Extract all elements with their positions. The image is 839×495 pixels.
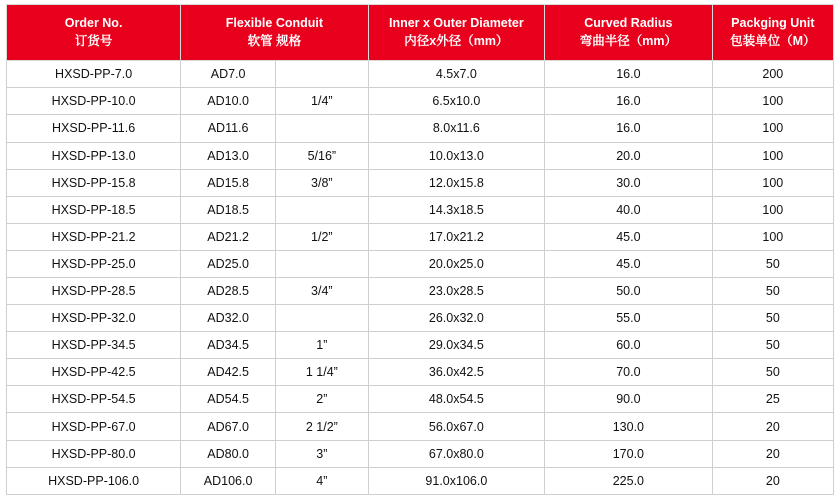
table-cell: AD80.0: [181, 440, 276, 467]
table-cell: HXSD-PP-13.0: [7, 142, 181, 169]
table-cell: 55.0: [545, 305, 713, 332]
table-cell: HXSD-PP-15.8: [7, 169, 181, 196]
table-cell: 90.0: [545, 386, 713, 413]
table-cell: 50: [712, 332, 833, 359]
table-row: [7, 386, 834, 413]
table-cell: [276, 61, 369, 88]
header-cell-curved-radius: [545, 5, 713, 61]
table-cell: AD18.5: [181, 196, 276, 223]
table-cell: 1”: [276, 332, 369, 359]
table-cell: AD32.0: [181, 305, 276, 332]
header-label-en: Flexible Conduit: [225, 16, 324, 30]
table-cell: AD54.5: [181, 386, 276, 413]
table-cell: 20: [712, 467, 833, 494]
table-cell: 3”: [276, 440, 369, 467]
table-cell: 8.0x11.6: [368, 115, 544, 142]
table-cell: 170.0: [545, 440, 713, 467]
table-row: [7, 359, 834, 386]
header-cell-inner-outer-diameter: [368, 5, 544, 61]
table-row: [7, 278, 834, 305]
table-cell: 1/2”: [276, 223, 369, 250]
table-cell: HXSD-PP-10.0: [7, 88, 181, 115]
table-cell: 45.0: [545, 250, 713, 277]
table-row: [7, 61, 834, 88]
table-cell: 130.0: [545, 413, 713, 440]
table-cell: 40.0: [545, 196, 713, 223]
header-label-en: Curved Radius: [584, 16, 673, 30]
table-cell: 3/4”: [276, 278, 369, 305]
table-cell: HXSD-PP-32.0: [7, 305, 181, 332]
table-cell: 100: [712, 223, 833, 250]
table-cell: 50.0: [545, 278, 713, 305]
table-cell: 20: [712, 413, 833, 440]
header-cell-flexible-conduit: [181, 5, 368, 61]
header-label-cn: 订货号: [74, 34, 113, 49]
table-cell: 100: [712, 196, 833, 223]
table-cell: AD7.0: [181, 61, 276, 88]
header-label-cn: 内径x外径（mm）: [404, 34, 509, 49]
header-label-cn: 软管 规格: [247, 34, 302, 49]
table-cell: 67.0x80.0: [368, 440, 544, 467]
table-cell: 48.0x54.5: [368, 386, 544, 413]
table-cell: HXSD-PP-67.0: [7, 413, 181, 440]
table-cell: 6.5x10.0: [368, 88, 544, 115]
table-cell: 200: [712, 61, 833, 88]
table-cell: 50: [712, 305, 833, 332]
table-cell: 1/4”: [276, 88, 369, 115]
table-cell: 12.0x15.8: [368, 169, 544, 196]
table-cell: 50: [712, 250, 833, 277]
table-row: [7, 142, 834, 169]
table-row: [7, 467, 834, 494]
table-cell: 30.0: [545, 169, 713, 196]
header-row: [7, 5, 834, 61]
table-cell: AD34.5: [181, 332, 276, 359]
header-label-en: Order No.: [64, 16, 123, 30]
table-cell: 56.0x67.0: [368, 413, 544, 440]
specification-table: [6, 4, 834, 495]
table-cell: AD28.5: [181, 278, 276, 305]
table-cell: 20.0x25.0: [368, 250, 544, 277]
table-cell: [276, 250, 369, 277]
table-cell: AD67.0: [181, 413, 276, 440]
table-cell: AD15.8: [181, 169, 276, 196]
table-cell: 45.0: [545, 223, 713, 250]
table-cell: HXSD-PP-21.2: [7, 223, 181, 250]
table-cell: [276, 115, 369, 142]
table-row: [7, 440, 834, 467]
table-cell: 60.0: [545, 332, 713, 359]
table-cell: 2”: [276, 386, 369, 413]
table-row: [7, 196, 834, 223]
table-cell: AD10.0: [181, 88, 276, 115]
header-label-en: Packging Unit: [731, 16, 815, 30]
table-cell: 100: [712, 88, 833, 115]
table-cell: HXSD-PP-42.5: [7, 359, 181, 386]
table-cell: 23.0x28.5: [368, 278, 544, 305]
table-cell: 70.0: [545, 359, 713, 386]
table-cell: 26.0x32.0: [368, 305, 544, 332]
table-cell: 16.0: [545, 61, 713, 88]
table-row: [7, 305, 834, 332]
table-row: [7, 115, 834, 142]
table-cell: AD42.5: [181, 359, 276, 386]
table-cell: AD21.2: [181, 223, 276, 250]
table-cell: 10.0x13.0: [368, 142, 544, 169]
table-cell: 1 1/4”: [276, 359, 369, 386]
table-cell: 3/8”: [276, 169, 369, 196]
table-row: [7, 250, 834, 277]
table-cell: 225.0: [545, 467, 713, 494]
table-cell: 4”: [276, 467, 369, 494]
header-label-cn: 包装单位（M）: [730, 34, 816, 49]
table-cell: 4.5x7.0: [368, 61, 544, 88]
header-cell-packging-unit: [712, 5, 833, 61]
table-row: [7, 223, 834, 250]
table-cell: AD13.0: [181, 142, 276, 169]
table-cell: AD106.0: [181, 467, 276, 494]
table-cell: 25: [712, 386, 833, 413]
table-cell: 100: [712, 142, 833, 169]
table-row: [7, 413, 834, 440]
table-header: [7, 5, 834, 61]
table-cell: 20.0: [545, 142, 713, 169]
header-cell-order-no: [7, 5, 181, 61]
table-cell: 91.0x106.0: [368, 467, 544, 494]
table-cell: AD11.6: [181, 115, 276, 142]
table-cell: 50: [712, 359, 833, 386]
table-cell: 100: [712, 115, 833, 142]
table-cell: HXSD-PP-106.0: [7, 467, 181, 494]
table-cell: HXSD-PP-11.6: [7, 115, 181, 142]
table-cell: 2 1/2”: [276, 413, 369, 440]
header-label-cn: 弯曲半径（mm）: [579, 34, 677, 49]
table-row: [7, 169, 834, 196]
table-cell: HXSD-PP-54.5: [7, 386, 181, 413]
table-row: [7, 88, 834, 115]
table-cell: 100: [712, 169, 833, 196]
table-cell: HXSD-PP-34.5: [7, 332, 181, 359]
table-cell: 16.0: [545, 88, 713, 115]
table-cell: HXSD-PP-28.5: [7, 278, 181, 305]
table-row: [7, 332, 834, 359]
table-cell: HXSD-PP-18.5: [7, 196, 181, 223]
table-cell: HXSD-PP-80.0: [7, 440, 181, 467]
header-label-en: Inner x Outer Diameter: [388, 16, 524, 30]
table-body: [7, 61, 834, 495]
table-cell: 14.3x18.5: [368, 196, 544, 223]
table-cell: 5/16”: [276, 142, 369, 169]
table-cell: 17.0x21.2: [368, 223, 544, 250]
table-cell: HXSD-PP-25.0: [7, 250, 181, 277]
table-cell: 29.0x34.5: [368, 332, 544, 359]
table-cell: 16.0: [545, 115, 713, 142]
table-cell: 36.0x42.5: [368, 359, 544, 386]
table-cell: [276, 305, 369, 332]
table-cell: [276, 196, 369, 223]
table-cell: 50: [712, 278, 833, 305]
table-cell: HXSD-PP-7.0: [7, 61, 181, 88]
table-cell: AD25.0: [181, 250, 276, 277]
table-cell: 20: [712, 440, 833, 467]
